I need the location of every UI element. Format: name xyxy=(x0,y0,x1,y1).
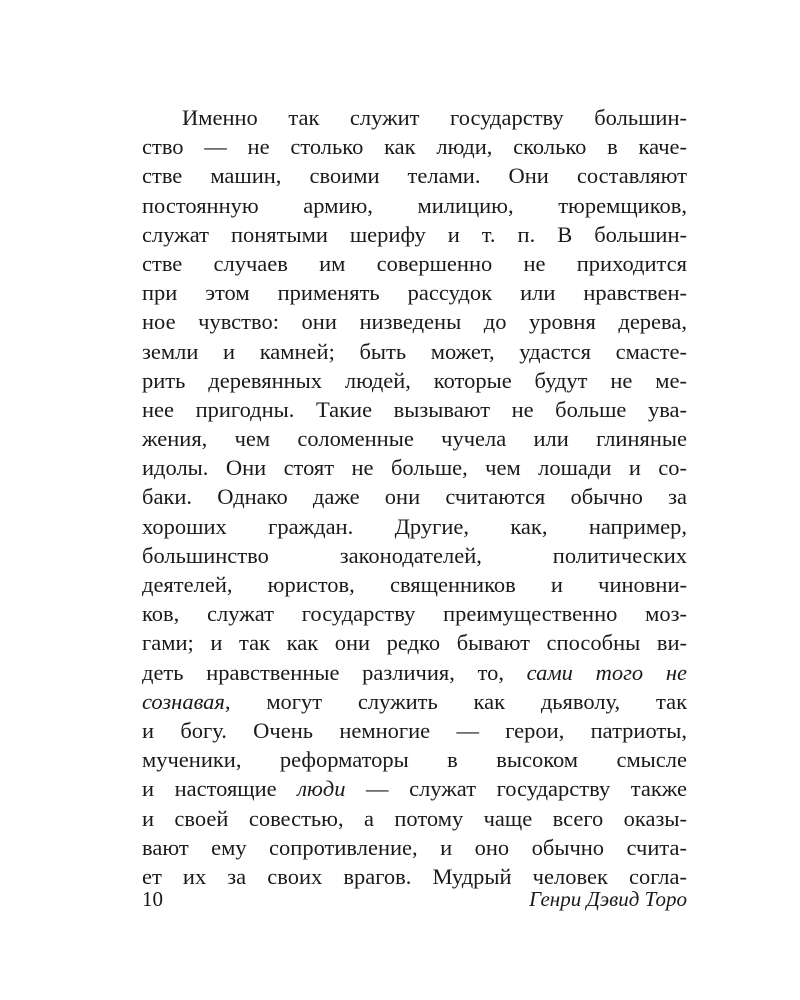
text-line: идолы. Они стоят не больше, чем лошади и со- xyxy=(142,455,687,481)
text-line: Именно так служит государству большин- xyxy=(182,105,687,130)
text-line: стве машин, своими телами. Они составляют xyxy=(142,163,687,189)
text-line: рить деревянных людей, которые будут не ме- xyxy=(142,367,687,393)
text-line: жения, чем соломенные чучела или глиняные xyxy=(142,426,687,452)
text-segment: и настоящие xyxy=(142,776,298,802)
text-segment: деть нравственные различия, то, xyxy=(142,659,527,685)
text-line xyxy=(142,687,687,716)
page-number: 10 xyxy=(142,887,163,911)
text-line: гами; и так как они редко бывают способны ви- xyxy=(142,630,687,656)
italic-segment: люди xyxy=(297,776,346,802)
text-line: постоянную армию, милицию, тюремщиков, xyxy=(142,192,687,218)
text-line xyxy=(142,774,687,803)
text-segment: — служат государству также xyxy=(345,776,687,802)
text-line: мученики, реформаторы в высоком смысле xyxy=(142,747,687,773)
text-line: ков, служат государству преимущественно моз- xyxy=(142,601,687,627)
text-line: служат понятыми шерифу и т. п. В большин- xyxy=(142,221,687,247)
text-line xyxy=(142,658,687,687)
italic-segment: сознавая, xyxy=(142,688,231,714)
italic-segment: сами того не xyxy=(526,659,687,685)
text-line: стве случаев им совершенно не приходится xyxy=(142,250,687,276)
running-footer-author: Генри Дэвид Торо xyxy=(529,887,687,911)
text-line: нее пригодны. Такие вызывают не больше ува- xyxy=(142,396,687,422)
text-line: баки. Однако даже они считаются обычно за xyxy=(142,484,687,510)
text-segment: могут служить как дьяволу, так xyxy=(230,688,687,714)
page-footer xyxy=(142,884,687,914)
text-line: при этом применять рассудок или нравствен- xyxy=(142,280,687,306)
text-line: и своей совестью, а потому чаще всего оказы- xyxy=(142,805,687,831)
text-line: ет их за своих врагов. Мудрый человек согла- xyxy=(142,863,687,889)
text-line: ство — не столько как люди, сколько в каче- xyxy=(142,134,687,160)
text-line: хороших граждан. Другие, как, например, xyxy=(142,513,687,539)
text-line: и богу. Очень немногие — герои, патриоты, xyxy=(142,717,687,743)
text-line: деятелей, юристов, священников и чиновни- xyxy=(142,572,687,597)
body-text xyxy=(142,103,687,891)
text-line: ное чувство: они низведены до уровня дерева, xyxy=(142,309,687,335)
text-line: вают ему сопротивление, и оно обычно счита- xyxy=(142,834,687,860)
text-line: большинство законодателей, политических xyxy=(142,542,687,568)
text-line: земли и камней; быть может, удастся смасте- xyxy=(142,338,687,364)
